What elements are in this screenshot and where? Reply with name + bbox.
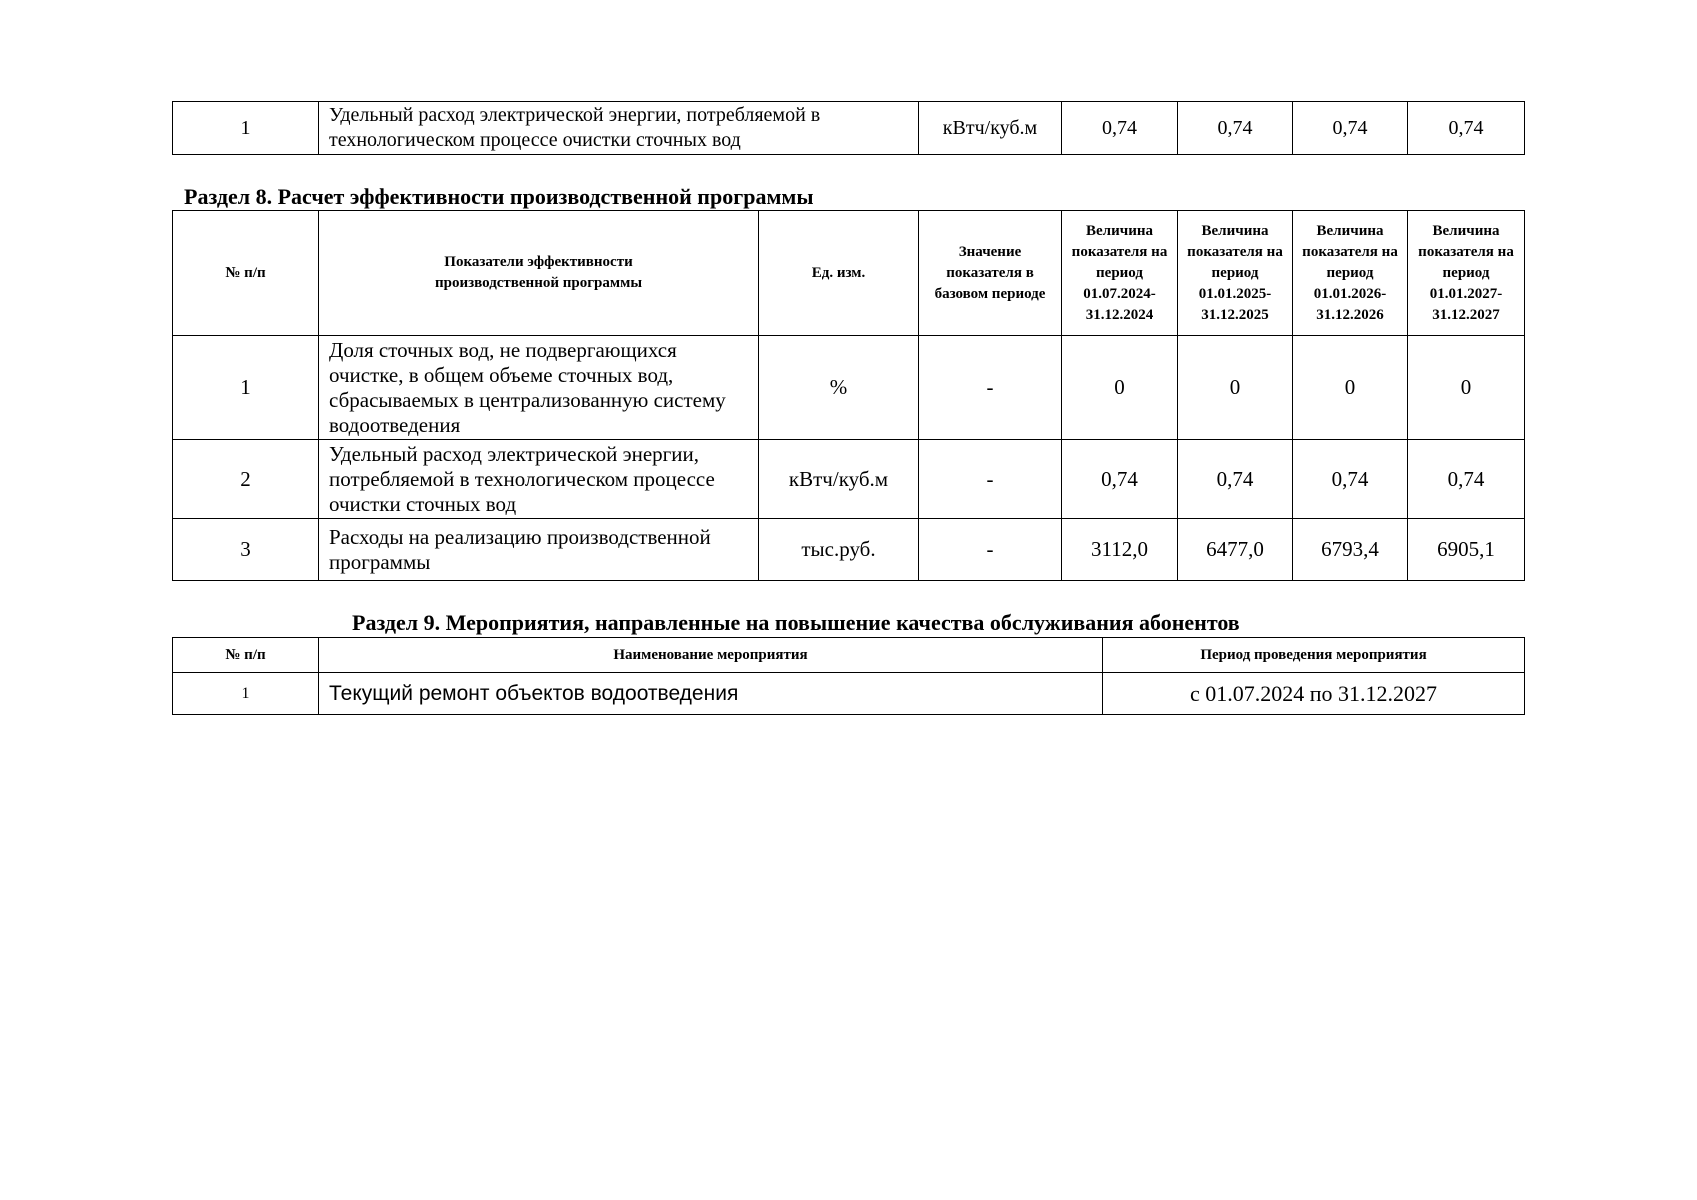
section-8-title: Раздел 8. Расчет эффективности производственной программы — [184, 184, 814, 209]
header-unit: Ед. изм. — [759, 211, 919, 336]
value-cell: 0 — [1062, 336, 1178, 440]
table-row — [173, 673, 1525, 715]
row-number: 1 — [173, 673, 319, 715]
value-cell: 0 — [1408, 336, 1525, 440]
value-cell: 0,74 — [1293, 440, 1408, 519]
row-number: 1 — [173, 102, 319, 155]
base-cell: - — [919, 336, 1062, 440]
value-cell: 0 — [1178, 336, 1293, 440]
efficiency-table — [172, 210, 1525, 581]
header-period-4: Величина показателя на период 01.01.2027-31.12.2027 — [1408, 211, 1525, 336]
header-period-3: Величина показателя на период 01.01.2026-31.12.2026 — [1293, 211, 1408, 336]
indicator-name: Доля сточных вод, не подвергающихся очистке, в общем объеме сточных вод, сбрасываемых в централизованную систему водоотведения — [319, 336, 759, 440]
table-row — [173, 440, 1525, 519]
table-row — [173, 519, 1525, 581]
header-period-1: Величина показателя на период 01.07.2024-31.12.2024 — [1062, 211, 1178, 336]
unit-cell: кВтч/куб.м — [759, 440, 919, 519]
indicator-name: Удельный расход электрической энергии, потребляемой в технологическом процессе очистки сточных вод — [319, 440, 759, 519]
base-cell: - — [919, 519, 1062, 581]
measures-table — [172, 637, 1525, 715]
top-table — [172, 101, 1525, 155]
row-number: 3 — [173, 519, 319, 581]
unit-cell: кВтч/куб.м — [919, 102, 1062, 155]
value-cell: 6477,0 — [1178, 519, 1293, 581]
value-cell: 0,74 — [1178, 102, 1293, 155]
value-cell: 0,74 — [1408, 102, 1525, 155]
value-cell: 0,74 — [1408, 440, 1525, 519]
unit-cell: % — [759, 336, 919, 440]
row-number: 1 — [173, 336, 319, 440]
table-row — [173, 336, 1525, 440]
indicator-name: Расходы на реализацию производственной программы — [319, 519, 759, 581]
unit-cell: тыс.руб. — [759, 519, 919, 581]
indicator-name: Удельный расход электрической энергии, потребляемой в технологическом процессе очистки сточных вод — [319, 102, 919, 155]
table-header-row — [173, 211, 1525, 336]
value-cell: 6905,1 — [1408, 519, 1525, 581]
base-cell: - — [919, 440, 1062, 519]
header-number: № п/п — [173, 211, 319, 336]
value-cell: 6793,4 — [1293, 519, 1408, 581]
value-cell: 0,74 — [1293, 102, 1408, 155]
value-cell: 0,74 — [1062, 102, 1178, 155]
header-period-2: Величина показателя на период 01.01.2025-31.12.2025 — [1178, 211, 1293, 336]
header-measure: Наименование мероприятия — [319, 638, 1103, 673]
table-header-row — [173, 638, 1525, 673]
header-period: Период проведения мероприятия — [1103, 638, 1525, 673]
measure-period: с 01.07.2024 по 31.12.2027 — [1103, 673, 1525, 715]
row-number: 2 — [173, 440, 319, 519]
measure-name: Текущий ремонт объектов водоотведения — [319, 673, 1103, 715]
section-9-title: Раздел 9. Мероприятия, направленные на повышение качества обслуживания абонентов — [352, 610, 1240, 635]
header-indicator: Показатели эффективности производственной программы — [319, 211, 759, 336]
value-cell: 0,74 — [1062, 440, 1178, 519]
value-cell: 0,74 — [1178, 440, 1293, 519]
header-number: № п/п — [173, 638, 319, 673]
header-base: Значение показателя в базовом периоде — [919, 211, 1062, 336]
value-cell: 3112,0 — [1062, 519, 1178, 581]
value-cell: 0 — [1293, 336, 1408, 440]
table-row — [173, 102, 1525, 155]
